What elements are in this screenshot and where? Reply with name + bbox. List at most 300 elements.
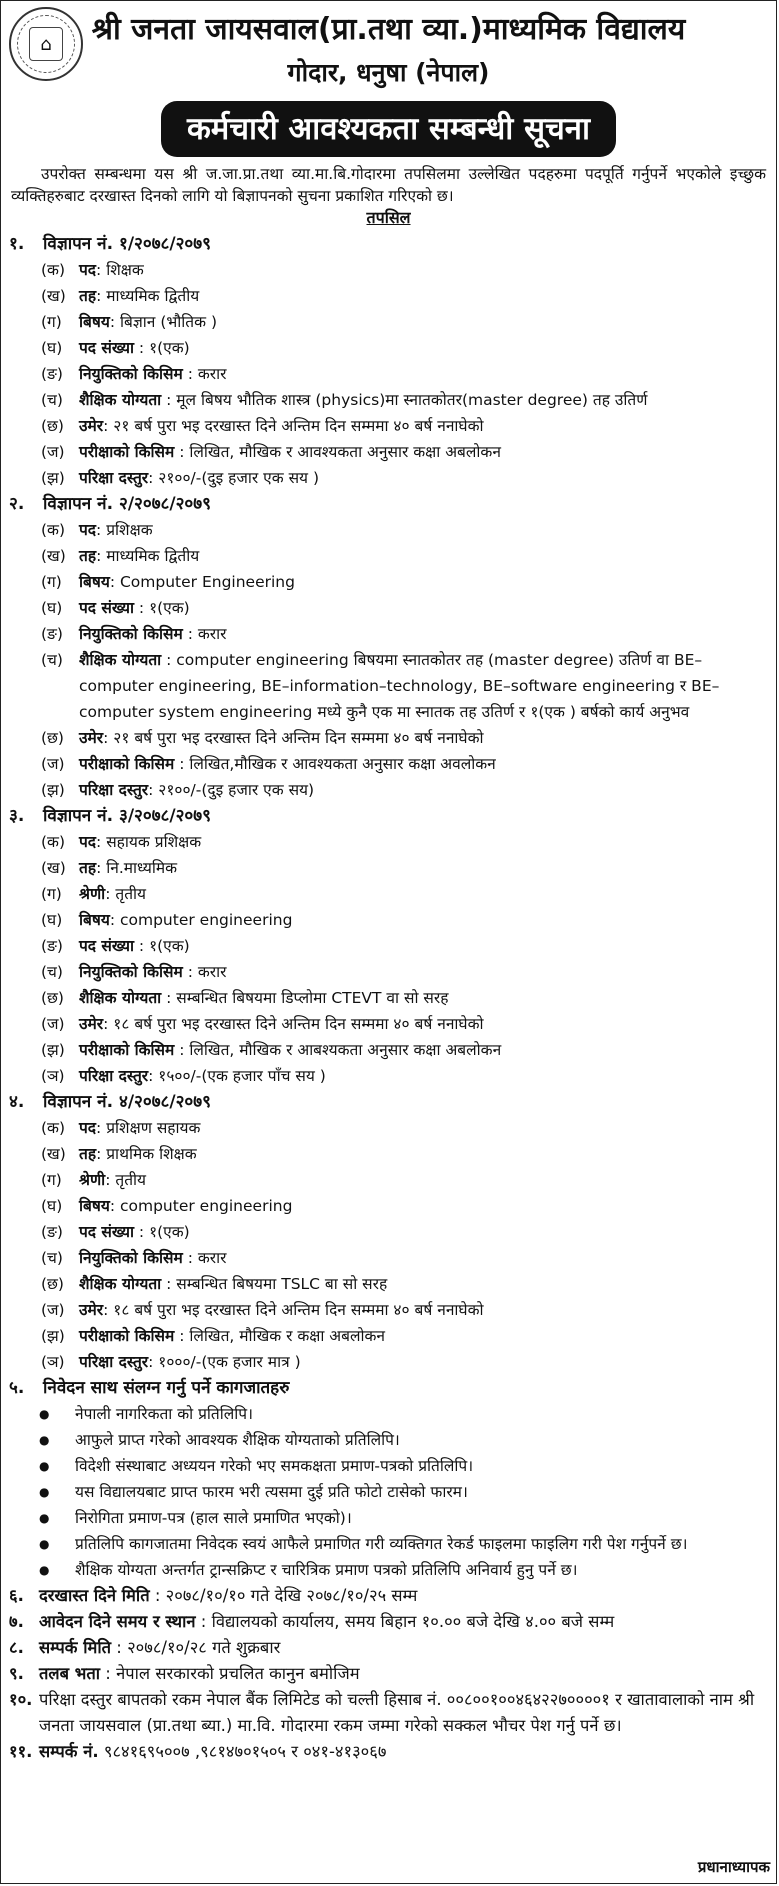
info-row bbox=[9, 1635, 776, 1661]
row-label: नियुक्तिको किसिम bbox=[79, 365, 183, 383]
row-body bbox=[79, 1037, 776, 1063]
row-separator: : bbox=[96, 859, 107, 877]
detail-row bbox=[41, 725, 776, 751]
detail-row bbox=[41, 283, 776, 309]
detail-row bbox=[41, 309, 776, 335]
row-label: शैक्षिक योग्यता bbox=[79, 651, 162, 669]
detail-row bbox=[41, 1141, 776, 1167]
info-label: आवेदन दिने समय र स्थान bbox=[39, 1612, 196, 1631]
row-label: तह bbox=[79, 1145, 97, 1163]
row-label: परीक्षाको किसिम bbox=[79, 443, 175, 461]
row-label: परीक्षाको किसिम bbox=[79, 1327, 175, 1345]
signature-principal: प्रधानाध्यापक bbox=[697, 1858, 770, 1876]
bullet-icon: ● bbox=[39, 1407, 50, 1421]
row-marker: (छ) bbox=[41, 417, 64, 435]
row-label: तह bbox=[79, 859, 97, 877]
row-value: Computer Engineering bbox=[119, 573, 295, 591]
row-value: लिखित, मौखिक र कक्षा अबलोकन bbox=[189, 1327, 386, 1345]
row-separator: : bbox=[148, 1067, 159, 1085]
row-body bbox=[79, 1271, 776, 1297]
row-body bbox=[79, 881, 776, 907]
detail-row bbox=[41, 881, 776, 907]
row-separator: : bbox=[148, 781, 159, 799]
row-value: प्रशिक्षक bbox=[106, 521, 153, 539]
bullet-icon: ● bbox=[39, 1537, 50, 1551]
row-value: बिज्ञान (भौतिक ) bbox=[119, 313, 218, 331]
row-marker: (घ) bbox=[41, 911, 63, 929]
row-label: शैक्षिक योग्यता bbox=[79, 391, 162, 409]
row-separator: : bbox=[103, 1015, 114, 1033]
row-marker: (झ) bbox=[41, 1327, 65, 1345]
row-separator: : bbox=[109, 573, 120, 591]
tapasil-heading: तपसिल bbox=[366, 208, 411, 227]
row-separator: : bbox=[96, 521, 107, 539]
row-marker: (घ) bbox=[41, 599, 63, 617]
document-text: प्रतिलिपि कागजातमा निवेदक स्वयं आफैले प्रमाणित गरी व्यक्तिगत रेकर्ड फाइलमा फाइलिग गरी पेश गर्नुपर्ने छ। bbox=[75, 1535, 688, 1553]
row-marker: (ग) bbox=[41, 313, 62, 331]
detail-row bbox=[41, 1271, 776, 1297]
row-marker: (छ) bbox=[41, 989, 64, 1007]
row-separator: : bbox=[174, 443, 190, 461]
detail-row bbox=[41, 855, 776, 881]
detail-row bbox=[41, 1115, 776, 1141]
info-value: २०७८/१०/१० गते देखि २०७८/१०/२५ सम्म bbox=[165, 1586, 418, 1605]
info-value: नेपाल सरकारको प्रचलित कानुन बमोजिम bbox=[116, 1664, 360, 1683]
row-separator: : bbox=[161, 989, 177, 1007]
row-separator: : bbox=[103, 417, 114, 435]
row-value: १८ बर्ष पुरा भइ दरखास्त दिने अन्तिम दिन सम्ममा ४० बर्ष ननाघेको bbox=[113, 1301, 484, 1319]
row-label: शैक्षिक योग्यता bbox=[79, 1275, 162, 1293]
detail-row bbox=[41, 1193, 776, 1219]
school-address: गोदार, धनुषा (नेपाल) bbox=[287, 58, 490, 87]
row-separator: : bbox=[96, 1119, 107, 1137]
row-value: computer engineering bbox=[119, 911, 293, 929]
row-body bbox=[79, 751, 776, 777]
row-separator: : bbox=[96, 833, 107, 851]
row-marker: (क) bbox=[41, 833, 65, 851]
info-separator: : bbox=[195, 1612, 212, 1631]
notice-title-wrap bbox=[1, 101, 776, 163]
info-value: विद्यालयको कार्यालय, समय बिहान १०.०० बजे देखि ४.०० बजे सम्म bbox=[211, 1612, 615, 1631]
row-marker: (ग) bbox=[41, 885, 62, 903]
row-body bbox=[79, 1141, 776, 1167]
header bbox=[1, 1, 776, 101]
row-body bbox=[79, 1193, 776, 1219]
info-value: परिक्षा दस्तुर बापतको रकम नेपाल बैंक लिमिटेड को चल्ती हिसाब नं. ००८००१००४६४२२७००००१ र खातावालाको नाम श्री जनता जायसवाल (प्रा.तथा ब्या.) मा.वि. गोदारमा रकम जम्मा गरेको सक्कल भौचर पेश गर्नु पर्ने छ। bbox=[39, 1690, 755, 1735]
row-separator: : bbox=[161, 651, 177, 669]
row-value: १८ बर्ष पुरा भइ दरखास्त दिने अन्तिम दिन सम्ममा ४० बर्ष ननाघेको bbox=[113, 1015, 484, 1033]
detail-row bbox=[41, 595, 776, 621]
row-body bbox=[79, 517, 776, 543]
row-marker: (ख) bbox=[41, 287, 66, 305]
row-body bbox=[79, 387, 776, 413]
info-row bbox=[9, 1687, 776, 1739]
row-body bbox=[79, 439, 776, 465]
row-separator: : bbox=[96, 547, 107, 565]
info-label: तलब भता bbox=[39, 1664, 101, 1683]
row-label: पद संख्या bbox=[79, 599, 134, 617]
section-number: ३. bbox=[9, 806, 25, 826]
row-marker: (क) bbox=[41, 521, 65, 539]
detail-row bbox=[41, 517, 776, 543]
row-body bbox=[79, 1219, 776, 1245]
section-heading bbox=[9, 231, 776, 257]
detail-row bbox=[41, 439, 776, 465]
row-marker: (ङ) bbox=[41, 365, 63, 383]
row-body bbox=[79, 933, 776, 959]
row-label: उमेर bbox=[79, 1301, 104, 1319]
row-value: माध्यमिक द्वितीय bbox=[106, 287, 200, 305]
info-label: सम्पर्क मिति bbox=[39, 1638, 112, 1657]
school-seal-icon: ⌂ bbox=[9, 7, 83, 81]
row-separator: : bbox=[174, 1327, 190, 1345]
info-number: ११. bbox=[9, 1742, 33, 1761]
document-text: आफुले प्राप्त गरेको आवश्यक शैक्षिक योग्यताको प्रतिलिपि। bbox=[75, 1431, 400, 1449]
document-item bbox=[39, 1505, 776, 1531]
row-label: पद संख्या bbox=[79, 937, 134, 955]
info-number: ६. bbox=[9, 1586, 24, 1605]
row-label: परिक्षा दस्तुर bbox=[79, 781, 149, 799]
row-value: २१००/-(दुइ हजार एक सय) bbox=[158, 781, 315, 799]
detail-row bbox=[41, 985, 776, 1011]
row-separator: : bbox=[105, 885, 116, 903]
detail-row bbox=[41, 751, 776, 777]
row-separator: : bbox=[161, 1275, 177, 1293]
row-label: शैक्षिक योग्यता bbox=[79, 989, 162, 1007]
row-separator: : bbox=[182, 963, 198, 981]
row-value: सम्बन्धित बिषयमा डिप्लोमा CTEVT वा सो सरह bbox=[176, 989, 449, 1007]
detail-row bbox=[41, 569, 776, 595]
document-item bbox=[39, 1557, 776, 1583]
row-value: १(एक) bbox=[149, 1223, 190, 1241]
row-label: पद संख्या bbox=[79, 1223, 134, 1241]
detail-row bbox=[41, 1245, 776, 1271]
row-value: मूल बिषय भौतिक शास्त्र (physics)मा स्नातकोतर(master degree) तह उतिर्ण bbox=[176, 391, 648, 409]
detail-row bbox=[41, 933, 776, 959]
detail-row bbox=[41, 1063, 776, 1089]
row-separator: : bbox=[174, 755, 190, 773]
detail-row bbox=[41, 387, 776, 413]
section-title: विज्ञापन नं. ३/२०७८/२०७९ bbox=[43, 806, 211, 826]
row-separator: : bbox=[96, 1145, 107, 1163]
row-body bbox=[79, 959, 776, 985]
row-marker: (ङ) bbox=[41, 1223, 63, 1241]
row-body bbox=[79, 647, 776, 725]
detail-row bbox=[41, 1297, 776, 1323]
section-title: विज्ञापन नं. २/२०७८/२०७९ bbox=[43, 494, 211, 514]
row-body bbox=[79, 725, 776, 751]
row-separator: : bbox=[182, 625, 198, 643]
section-number: २. bbox=[9, 494, 25, 514]
section-heading bbox=[9, 491, 776, 517]
detail-row bbox=[41, 647, 776, 725]
detail-row bbox=[41, 959, 776, 985]
row-value: १०००/-(एक हजार मात्र ) bbox=[158, 1353, 301, 1371]
detail-row bbox=[41, 543, 776, 569]
row-body bbox=[79, 1115, 776, 1141]
row-body bbox=[79, 907, 776, 933]
row-body bbox=[79, 1349, 776, 1375]
section-number: १. bbox=[9, 234, 25, 254]
info-separator: : bbox=[100, 1664, 117, 1683]
row-body bbox=[79, 1245, 776, 1271]
row-body bbox=[79, 829, 776, 855]
row-marker: (क) bbox=[41, 1119, 65, 1137]
info-label: सम्पर्क नं. bbox=[39, 1742, 99, 1761]
detail-row bbox=[41, 829, 776, 855]
row-separator: : bbox=[109, 911, 120, 929]
row-label: परीक्षाको किसिम bbox=[79, 1041, 175, 1059]
row-body bbox=[79, 855, 776, 881]
detail-row bbox=[41, 361, 776, 387]
row-label: पद bbox=[79, 261, 97, 279]
row-marker: (ञ) bbox=[41, 1353, 65, 1371]
section-heading bbox=[9, 803, 776, 829]
row-marker: (क) bbox=[41, 261, 65, 279]
row-body bbox=[79, 361, 776, 387]
info-number: १०. bbox=[9, 1690, 33, 1709]
row-label: पद bbox=[79, 833, 97, 851]
section-title: विज्ञापन नं. ४/२०७८/२०७९ bbox=[43, 1092, 211, 1112]
row-value: लिखित,मौखिक र आवश्यकता अनुसार कक्षा अवलोकन bbox=[189, 755, 496, 773]
info-body bbox=[39, 1635, 776, 1661]
row-body bbox=[79, 1297, 776, 1323]
info-row bbox=[9, 1583, 776, 1609]
info-separator: : bbox=[111, 1638, 128, 1657]
document-text: शैक्षिक योग्यता अन्तर्गत ट्रान्सक्रिप्ट र चारित्रिक प्रमाण पत्रको प्रतिलिपि अनिवार्य हुनु पर्ने छ। bbox=[75, 1561, 578, 1579]
info-body bbox=[39, 1583, 776, 1609]
row-separator: : bbox=[174, 1041, 190, 1059]
row-marker: (ख) bbox=[41, 1145, 66, 1163]
row-body bbox=[79, 595, 776, 621]
row-value: लिखित, मौखिक र आवश्यकता अनुसार कक्षा अबलोकन bbox=[189, 443, 501, 461]
row-separator: : bbox=[103, 1301, 114, 1319]
row-separator: : bbox=[133, 1223, 150, 1241]
row-marker: (ज) bbox=[41, 1301, 65, 1319]
info-number: ८. bbox=[9, 1638, 24, 1657]
row-value: करार bbox=[197, 365, 227, 383]
row-value: प्राथमिक शिक्षक bbox=[106, 1145, 197, 1163]
row-marker: (ञ) bbox=[41, 1067, 65, 1085]
info-row bbox=[9, 1609, 776, 1635]
documents-list bbox=[1, 1401, 776, 1583]
row-value: सम्बन्धित बिषयमा TSLC बा सो सरह bbox=[176, 1275, 388, 1293]
documents-heading bbox=[9, 1375, 776, 1401]
row-marker: (ख) bbox=[41, 859, 66, 877]
row-label: उमेर bbox=[79, 1015, 104, 1033]
detail-row bbox=[41, 1167, 776, 1193]
row-label: बिषय bbox=[79, 313, 110, 331]
row-label: बिषय bbox=[79, 1197, 110, 1215]
row-value: २१ बर्ष पुरा भइ दरखास्त दिने अन्तिम दिन सम्ममा ४० बर्ष ननाघेको bbox=[113, 417, 484, 435]
document-text: नेपाली नागरिकता को प्रतिलिपि। bbox=[75, 1405, 253, 1423]
info-label: दरखास्त दिने मिति bbox=[39, 1586, 150, 1605]
row-marker: (ज) bbox=[41, 1015, 65, 1033]
row-body bbox=[79, 335, 776, 361]
detail-row bbox=[41, 465, 776, 491]
row-label: परिक्षा दस्तुर bbox=[79, 469, 149, 487]
row-label: उमेर bbox=[79, 417, 104, 435]
row-marker: (च) bbox=[41, 391, 63, 409]
row-label: तह bbox=[79, 287, 97, 305]
row-separator: : bbox=[182, 1249, 198, 1267]
row-label: परीक्षाको किसिम bbox=[79, 755, 175, 773]
row-body bbox=[79, 1167, 776, 1193]
detail-row bbox=[41, 1349, 776, 1375]
info-value: २०७८/१०/२८ गते शुक्रबार bbox=[127, 1638, 281, 1657]
row-label: नियुक्तिको किसिम bbox=[79, 1249, 183, 1267]
row-value: २१ बर्ष पुरा भइ दरखास्त दिने अन्तिम दिन सम्ममा ४० बर्ष ननाघेको bbox=[113, 729, 484, 747]
documents-number: ५. bbox=[9, 1378, 25, 1398]
row-marker: (घ) bbox=[41, 339, 63, 357]
row-value: लिखित, मौखिक र आबश्यकता अनुसार कक्षा अबलोकन bbox=[189, 1041, 502, 1059]
school-name: श्री जनता जायसवाल(प्रा.तथा व्या.)माध्यमिक विद्यालय bbox=[91, 12, 686, 47]
detail-row bbox=[41, 1011, 776, 1037]
row-body bbox=[79, 621, 776, 647]
bullet-icon: ● bbox=[39, 1433, 50, 1447]
detail-row bbox=[41, 1037, 776, 1063]
info-body bbox=[39, 1739, 776, 1765]
row-marker: (च) bbox=[41, 651, 63, 669]
row-value: १(एक) bbox=[149, 937, 190, 955]
detail-row bbox=[41, 621, 776, 647]
row-body bbox=[79, 465, 776, 491]
intro-paragraph: उपरोक्त सम्बन्धमा यस श्री ज.जा.प्रा.तथा व्या.मा.बि.गोदारमा तपसिलमा उल्लेखित पदहरुमा पदपूर्ति गर्नुपर्ने भएकोले इच्छुक व्यक्तिहरुबाट दरखास्त दिनको लागि यो बिज्ञापनको सुचना प्रकाशित गरिएको छ। bbox=[11, 165, 766, 205]
row-separator: : bbox=[148, 1353, 159, 1371]
bullet-icon: ● bbox=[39, 1563, 50, 1577]
row-value: करार bbox=[197, 1249, 227, 1267]
row-label: उमेर bbox=[79, 729, 104, 747]
info-number: ९. bbox=[9, 1664, 24, 1683]
row-marker: (झ) bbox=[41, 781, 65, 799]
row-label: बिषय bbox=[79, 911, 110, 929]
row-label: तह bbox=[79, 547, 97, 565]
row-value: computer engineering bbox=[119, 1197, 293, 1215]
row-value: computer engineering बिषयमा स्नातकोतर तह (master degree) उतिर्ण वा BE–computer engineering, BE–information–technology, BE–software engineering र BE–computer system engineering मध्ये कुनै एक मा स्नातक तह उतिर्ण र १(एक ) बर्षको कार्य अनुभव bbox=[79, 651, 720, 721]
row-marker: (ख) bbox=[41, 547, 66, 565]
row-body bbox=[79, 777, 776, 803]
row-value: प्रशिक्षण सहायक bbox=[106, 1119, 201, 1137]
document-item bbox=[39, 1479, 776, 1505]
row-value: तृतीय bbox=[115, 885, 147, 903]
row-separator: : bbox=[96, 287, 107, 305]
detail-row bbox=[41, 1323, 776, 1349]
row-marker: (ग) bbox=[41, 1171, 62, 1189]
row-marker: (झ) bbox=[41, 1041, 65, 1059]
row-value: सहायक प्रशिक्षक bbox=[106, 833, 202, 851]
row-value: तृतीय bbox=[115, 1171, 147, 1189]
info-row bbox=[9, 1661, 776, 1687]
row-label: श्रेणी bbox=[79, 885, 106, 903]
row-body bbox=[79, 413, 776, 439]
row-body bbox=[79, 257, 776, 283]
document-item bbox=[39, 1401, 776, 1427]
info-number: ७. bbox=[9, 1612, 24, 1631]
document-item bbox=[39, 1453, 776, 1479]
row-marker: (ङ) bbox=[41, 625, 63, 643]
row-marker: (ङ) bbox=[41, 937, 63, 955]
row-value: करार bbox=[197, 963, 227, 981]
document-text: विदेशी संस्थाबाट अध्ययन गरेको भए समकक्षता प्रमाण-पत्रको प्रतिलिपि। bbox=[75, 1457, 474, 1475]
row-value: नि.माध्यमिक bbox=[106, 859, 178, 877]
row-separator: : bbox=[103, 729, 114, 747]
row-label: श्रेणी bbox=[79, 1171, 106, 1189]
row-label: पद संख्या bbox=[79, 339, 134, 357]
row-label: बिषय bbox=[79, 573, 110, 591]
documents-title: निवेदन साथ संलग्न गर्नु पर्ने कागजातहरु bbox=[43, 1378, 290, 1398]
row-body bbox=[79, 309, 776, 335]
document-text: यस विद्यालयबाट प्राप्त फारम भरी त्यसमा दुई प्रति फोटो टासेको फारम। bbox=[75, 1483, 468, 1501]
row-body bbox=[79, 283, 776, 309]
row-value: माध्यमिक द्वितीय bbox=[106, 547, 200, 565]
row-body bbox=[79, 1323, 776, 1349]
bullet-icon: ● bbox=[39, 1485, 50, 1499]
detail-row bbox=[41, 1219, 776, 1245]
row-label: नियुक्तिको किसिम bbox=[79, 625, 183, 643]
info-separator: : bbox=[149, 1586, 166, 1605]
detail-row bbox=[41, 777, 776, 803]
row-separator: : bbox=[148, 469, 159, 487]
detail-row bbox=[41, 413, 776, 439]
bullet-icon: ● bbox=[39, 1511, 50, 1525]
row-separator: : bbox=[133, 937, 150, 955]
row-label: नियुक्तिको किसिम bbox=[79, 963, 183, 981]
row-value: १(एक) bbox=[149, 339, 190, 357]
row-value: शिक्षक bbox=[106, 261, 144, 279]
row-marker: (च) bbox=[41, 1249, 63, 1267]
row-separator: : bbox=[96, 261, 107, 279]
section-title: विज्ञापन नं. १/२०७८/२०७९ bbox=[43, 234, 211, 254]
row-value: २१००/-(दुइ हजार एक सय ) bbox=[158, 469, 320, 487]
row-marker: (ज) bbox=[41, 443, 65, 461]
row-label: परिक्षा दस्तुर bbox=[79, 1067, 149, 1085]
row-marker: (ज) bbox=[41, 755, 65, 773]
row-label: पद bbox=[79, 521, 97, 539]
detail-row bbox=[41, 907, 776, 933]
row-value: १५००/-(एक हजार पाँच सय ) bbox=[158, 1067, 326, 1085]
row-marker: (च) bbox=[41, 963, 63, 981]
info-body bbox=[39, 1687, 776, 1739]
notice-title: कर्मचारी आवश्यकता सम्बन्धी सूचना bbox=[161, 101, 616, 157]
info-row bbox=[9, 1739, 776, 1765]
row-value: करार bbox=[197, 625, 227, 643]
row-separator: : bbox=[182, 365, 198, 383]
row-separator: : bbox=[133, 339, 150, 357]
row-separator: : bbox=[105, 1171, 116, 1189]
row-body bbox=[79, 985, 776, 1011]
row-marker: (छ) bbox=[41, 1275, 64, 1293]
detail-row bbox=[41, 257, 776, 283]
row-separator: : bbox=[161, 391, 177, 409]
row-marker: (छ) bbox=[41, 729, 64, 747]
row-body bbox=[79, 1011, 776, 1037]
row-marker: (झ) bbox=[41, 469, 65, 487]
bullet-icon: ● bbox=[39, 1459, 50, 1473]
row-marker: (ग) bbox=[41, 573, 62, 591]
info-value: ९८४१६९५००७ ,९८१४७०१५०५ र ०४१-४१३०६७ bbox=[103, 1742, 387, 1761]
row-value: १(एक) bbox=[149, 599, 190, 617]
row-body bbox=[79, 1063, 776, 1089]
row-body bbox=[79, 569, 776, 595]
row-separator: : bbox=[109, 1197, 120, 1215]
row-label: परिक्षा दस्तुर bbox=[79, 1353, 149, 1371]
section-heading bbox=[9, 1089, 776, 1115]
section-number: ४. bbox=[9, 1092, 25, 1112]
info-body bbox=[39, 1609, 776, 1635]
document-item bbox=[39, 1531, 776, 1557]
detail-row bbox=[41, 335, 776, 361]
row-body bbox=[79, 543, 776, 569]
